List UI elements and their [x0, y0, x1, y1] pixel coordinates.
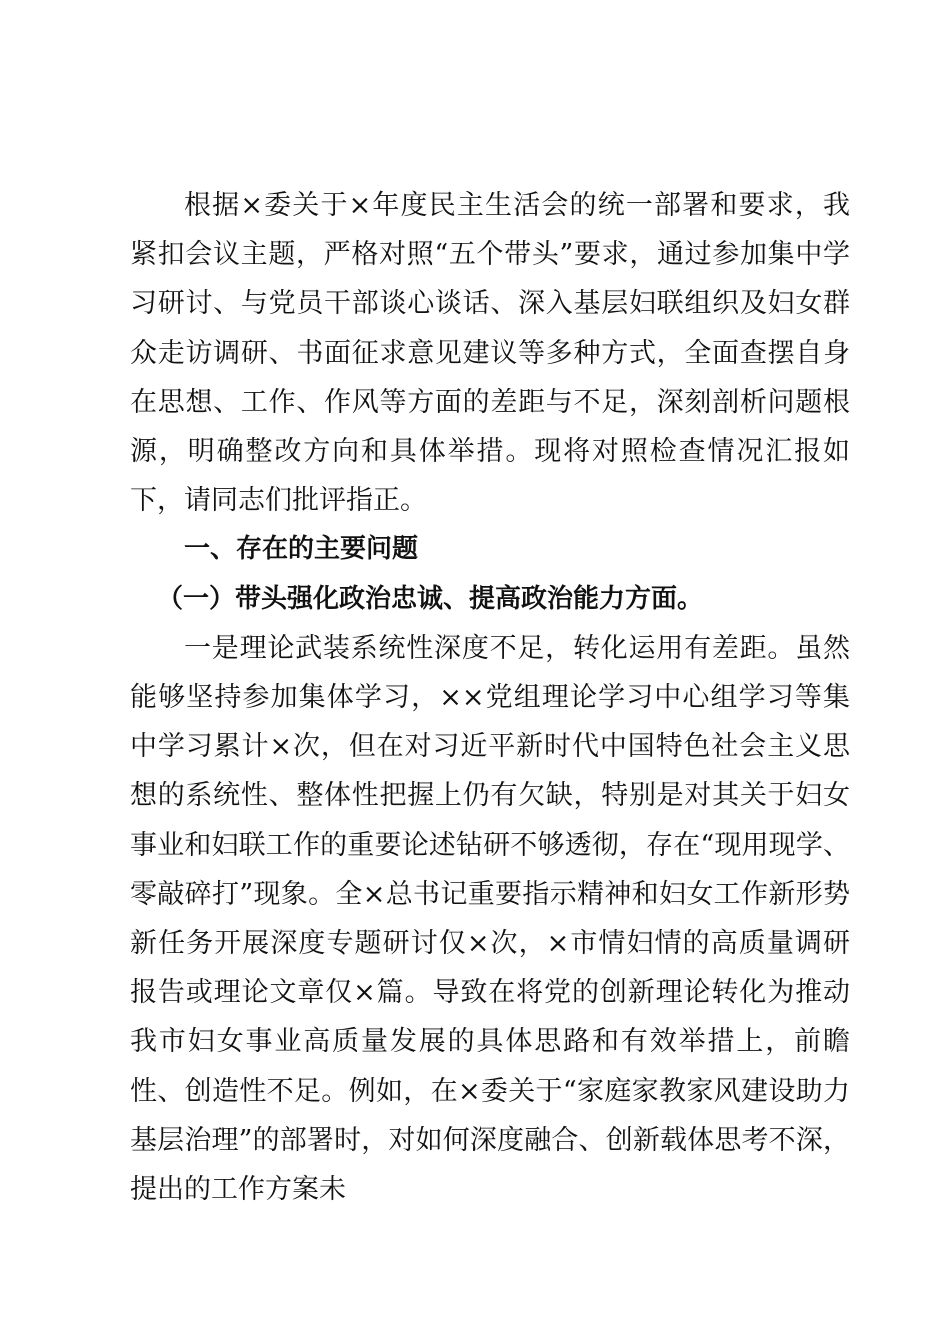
- subsection-heading-political: （一）带头强化政治忠诚、提高政治能力方面。: [157, 583, 704, 614]
- intro-paragraph: 根据×委关于×年度民主生活会的统一部署和要求，我紧扣会议主题，严格对照“五个带头”要求，通过参加集中学习研讨、与党员干部谈心谈话、深入基层妇联组织及妇女群众走访调研、书面征求意见建议等多种方式，全面查摆自身在思想、工作、作风等方面的差距与不足，深刻剖析问题根源，明确整改方向和具体举措。现将对照检查情况汇报如下，请同志们批评指正。: [130, 190, 850, 517]
- section-heading-problems: 一、存在的主要问题: [184, 534, 419, 565]
- point-one-paragraph: 一是理论武装系统性深度不足，转化运用有差距。虽然能够坚持参加集体学习，××党组理论学习中心组学习等集中学习累计×次，但在对习近平新时代中国特色社会主义思想的系统性、整体性把握上仍有欠缺，特别是对其关于妇女事业和妇联工作的重要论述钻研不够透彻，存在“现用现学、零敲碎打”现象。全×总书记重要指示精神和妇女工作新形势新任务开展深度专题研讨仅×次，×市情妇情的高质量调研报告或理论文章仅×篇。导致在将党的创新理论转化为推动我市妇女事业高质量发展的具体思路和有效举措上，前瞻性、创造性不足。例如，在×委关于“家庭家教家风建设助力基层治理”的部署时，对如何深度融合、创新载体思考不深，提出的工作方案未: [130, 632, 850, 1206]
- document-body: [130, 181, 850, 1214]
